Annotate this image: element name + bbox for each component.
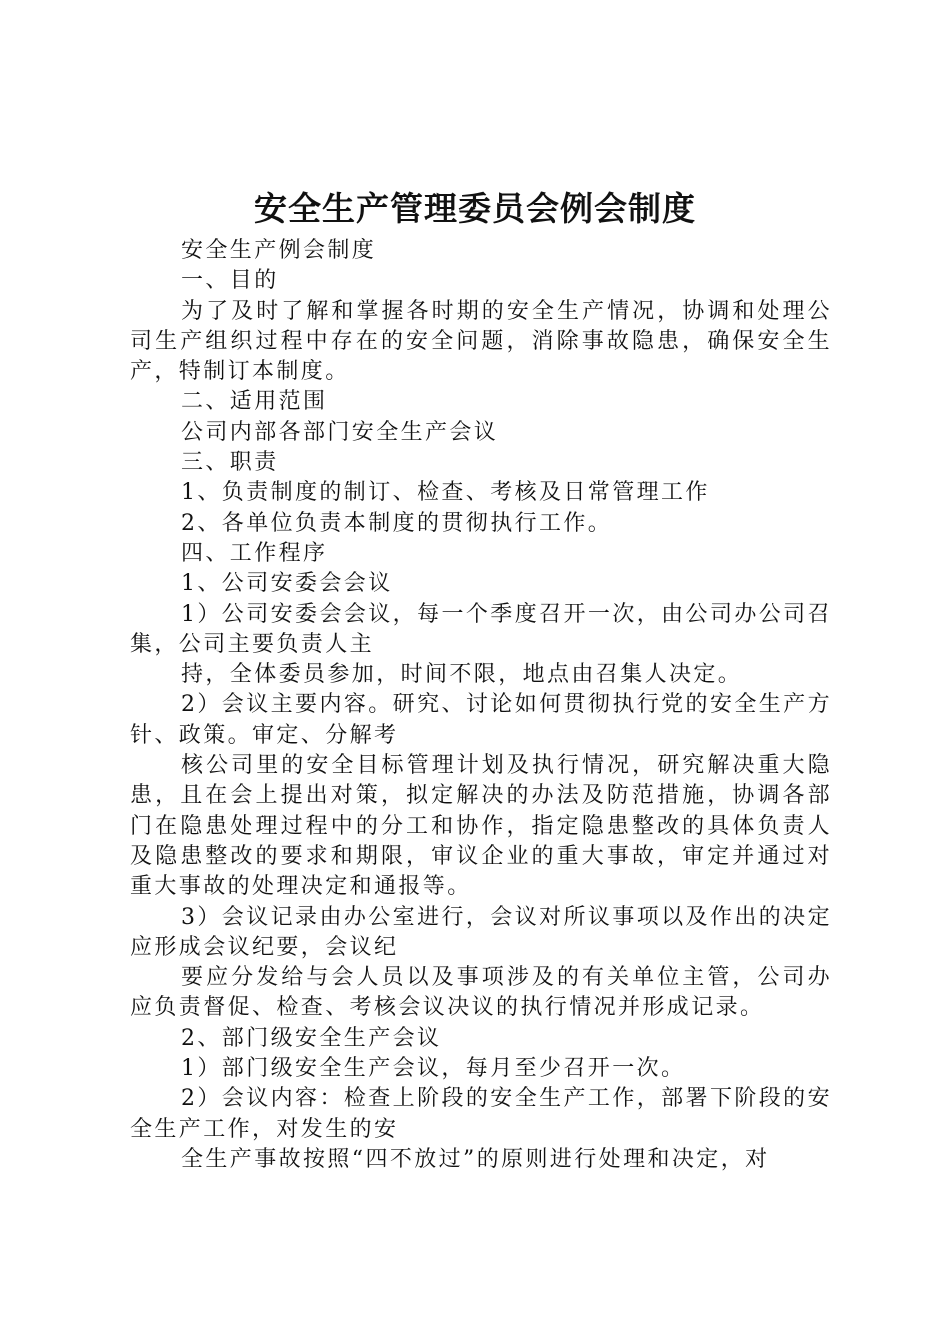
paragraph-company-meeting-1a: 1）公司安委会会议，每一个季度召开一次，由公司办公司召集，公司主要负责人主 <box>130 601 832 657</box>
paragraph-subtitle: 安全生产例会制度 <box>181 238 377 263</box>
paragraph-duty-1: 1、负责制度的制订、检查、考核及日常管理工作 <box>181 480 710 506</box>
document-body <box>130 236 832 1175</box>
paragraph-department-meeting-2b: 全生产事故按照“四不放过”的原则进行处理和决定，对 <box>181 1146 770 1172</box>
paragraph-purpose: 为了及时了解和掌握各时期的安全生产情况，协调和处理公司生产组织过程中存在的安全问题，消除事故隐患，确保安全生产，特制订本制度。 <box>130 298 832 385</box>
paragraph-company-meeting-1b: 持，全体委员参加，时间不限，地点由召集人决定。 <box>181 662 743 688</box>
heading-procedure: 四、工作程序 <box>181 540 328 566</box>
paragraph-department-meeting-1: 1）部门级安全生产会议，每月至少召开一次。 <box>181 1056 686 1082</box>
heading-purpose: 一、目的 <box>181 268 279 294</box>
document-title: 安全生产管理委员会例会制度 <box>254 189 696 228</box>
paragraph-company-meeting-2b: 核公司里的安全目标管理计划及执行情况，研究解决重大隐患，且在会上提出对策，拟定解决的办法及防范措施，协调各部门在隐患处理过程中的分工和协作，指定隐患整改的具体负责人及隐患整改的要求和期限，审议企业的重大事故，审定并通过对重大事故的处理决定和通报等。 <box>130 753 832 900</box>
heading-duties: 三、职责 <box>181 450 279 476</box>
heading-department-meeting: 2、部门级安全生产会议 <box>181 1025 442 1051</box>
paragraph-company-meeting-3b: 要应分发给与会人员以及事项涉及的有关单位主管，公司办应负责督促、检查、考核会议决议的执行情况并形成记录。 <box>130 965 832 1021</box>
paragraph-company-meeting-3a: 3）会议记录由办公室进行，会议对所议事项以及作出的决定应形成会议纪要，会议纪 <box>130 904 832 960</box>
paragraph-company-meeting-2a: 2）会议主要内容。研究、讨论如何贯彻执行党的安全生产方针、政策。审定、分解考 <box>130 692 832 748</box>
heading-scope: 二、适用范围 <box>181 389 328 415</box>
paragraph-department-meeting-2a: 2）会议内容：检查上阶段的安全生产工作，部署下阶段的安全生产工作，对发生的安 <box>130 1086 832 1142</box>
heading-company-meeting: 1、公司安委会会议 <box>181 571 393 597</box>
paragraph-scope: 公司内部各部门安全生产会议 <box>181 419 499 445</box>
paragraph-duty-2: 2、各单位负责本制度的贯彻执行工作。 <box>181 510 613 536</box>
